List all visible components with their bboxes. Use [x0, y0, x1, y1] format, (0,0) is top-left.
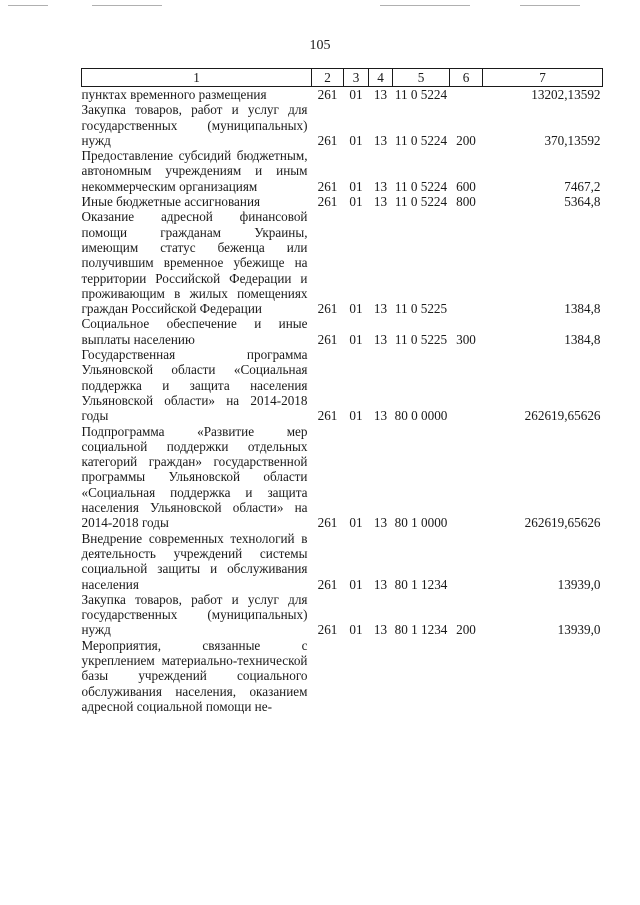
- row-expense-type: [450, 424, 483, 531]
- header-col-3: 3: [344, 69, 369, 87]
- header-col-6: 6: [450, 69, 483, 87]
- header-col-1: 1: [82, 69, 312, 87]
- table-row: [82, 531, 603, 592]
- row-amount: 13202,13592: [531, 87, 601, 102]
- row-amount: 262619,65626: [524, 408, 601, 424]
- row-section: 01: [349, 331, 363, 347]
- row-ministry: 261: [317, 576, 338, 592]
- row-name: Внедрение современных технологий в деятельность учреждений системы социальной защиты и обслуживания населения: [81, 530, 308, 592]
- row-target-article: 80 0 0000: [394, 408, 448, 424]
- header-col-5: 5: [393, 69, 450, 87]
- row-amount: 13939,0: [557, 622, 601, 638]
- table-row: [82, 194, 603, 209]
- row-ministry: 261: [317, 515, 338, 531]
- row-amount: 7467,2: [564, 178, 601, 194]
- row-section: 01: [349, 194, 363, 210]
- row-name: пунктах временного размещения: [81, 87, 267, 102]
- row-expense-type: 200: [456, 132, 476, 148]
- row-subsection: 13: [373, 408, 388, 424]
- row-section: 01: [349, 622, 363, 638]
- table-header: [82, 69, 603, 87]
- row-expense-type: 200: [456, 622, 476, 638]
- row-subsection: 13: [373, 576, 388, 592]
- row-expense-type: [450, 638, 483, 714]
- header-row: [82, 69, 603, 87]
- row-amount: [483, 638, 603, 714]
- row-subsection: 13: [373, 178, 388, 194]
- scan-artifact: [520, 5, 580, 6]
- row-ministry: 261: [317, 331, 338, 347]
- row-target-article: 11 0 5225: [394, 331, 448, 347]
- row-name: Закупка товаров, работ и услуг для государственных (муниципальных) нужд: [81, 102, 308, 148]
- row-section: 01: [349, 576, 363, 592]
- row-expense-type: 300: [456, 331, 476, 347]
- row-amount: 370,13592: [544, 132, 601, 148]
- table-row: [82, 424, 603, 531]
- row-name: Оказание адресной финансовой помощи гражданам Украины, имеющим статус беженца или получившим временное убежище на территории Российской Федерации и проживающим в жилых помещениях граждан Российской Федерации: [81, 209, 308, 317]
- table-row: [82, 592, 603, 638]
- scan-artifact: [92, 5, 162, 6]
- row-ministry: 261: [317, 301, 338, 317]
- row-subsection: 13: [373, 194, 388, 210]
- page-number: 105: [309, 38, 331, 53]
- table-row: [82, 316, 603, 347]
- row-amount: 262619,65626: [524, 515, 601, 531]
- row-name: Социальное обеспечение и иные выплаты населению: [81, 316, 308, 347]
- row-section: 01: [349, 515, 363, 531]
- row-ministry: 261: [317, 87, 338, 102]
- row-section: [344, 638, 369, 714]
- row-subsection: 13: [373, 331, 388, 347]
- row-amount: 1384,8: [564, 301, 601, 317]
- row-expense-type: [450, 531, 483, 592]
- table-row: [82, 102, 603, 148]
- table-row: [82, 87, 603, 103]
- row-subsection: 13: [373, 87, 388, 102]
- header-col-7: 7: [483, 69, 603, 87]
- row-ministry: 261: [317, 132, 338, 148]
- row-name: Закупка товаров, работ и услуг для государственных (муниципальных) нужд: [81, 591, 308, 638]
- row-section: 01: [349, 132, 363, 148]
- row-subsection: [369, 638, 393, 714]
- row-name: Мероприятия, связанные с укреплением материально-технической базы учреждений социального обслуживания населения, оказанием адресной социальной помощи не-: [81, 637, 308, 714]
- row-amount: 13939,0: [557, 576, 601, 592]
- row-name: Государственная программа Ульяновской области «Социальная поддержка и защита населения Ульяновской области» на 2014-2018 годы: [81, 347, 308, 424]
- row-target-article: 80 1 0000: [394, 515, 448, 531]
- scan-artifact: [380, 5, 470, 6]
- table-row: [82, 347, 603, 423]
- row-name: Иные бюджетные ассигнования: [81, 194, 261, 210]
- scan-artifact: [8, 5, 48, 6]
- table-row: [82, 148, 603, 194]
- row-target-article: 11 0 5224: [394, 194, 448, 210]
- row-ministry: [312, 638, 344, 714]
- row-amount: 5364,8: [564, 194, 601, 210]
- row-ministry: 261: [317, 408, 338, 424]
- row-expense-type: [450, 209, 483, 316]
- row-subsection: 13: [373, 622, 388, 638]
- row-ministry: 261: [317, 622, 338, 638]
- row-section: 01: [349, 301, 363, 317]
- table-row: [82, 209, 603, 316]
- row-target-article: 11 0 5224: [394, 87, 448, 102]
- row-target-article: [393, 638, 450, 714]
- budget-table: [81, 68, 603, 714]
- row-subsection: 13: [373, 132, 388, 148]
- row-subsection: 13: [373, 515, 388, 531]
- row-name: Подпрограмма «Развитие мер социальной поддержки отдельных категорий граждан» государственной программы Ульяновской области «Социальная поддержка и защита населения Ульяновской области» на 2014-2018 годы: [81, 423, 308, 531]
- row-expense-type: [450, 347, 483, 423]
- row-section: 01: [349, 87, 363, 102]
- header-col-2: 2: [312, 69, 344, 87]
- row-expense-type: 800: [456, 194, 476, 210]
- row-target-article: 80 1 1234: [394, 576, 448, 592]
- row-ministry: 261: [317, 194, 338, 210]
- table-row: [82, 638, 603, 714]
- row-subsection: 13: [373, 301, 388, 317]
- row-section: 01: [349, 178, 363, 194]
- header-col-4: 4: [369, 69, 393, 87]
- row-expense-type: 600: [456, 178, 476, 194]
- row-name: Предоставление субсидий бюджетным, автономным учреждениям и иным некоммерческим организациям: [81, 148, 308, 194]
- row-target-article: 11 0 5224: [394, 132, 448, 148]
- row-target-article: 11 0 5224: [394, 178, 448, 194]
- row-target-article: 11 0 5225: [394, 301, 448, 317]
- row-target-article: 80 1 1234: [394, 622, 448, 638]
- row-section: 01: [349, 408, 363, 424]
- row-expense-type: [450, 87, 483, 103]
- table-body: [82, 87, 603, 715]
- row-amount: 1384,8: [564, 331, 601, 347]
- row-ministry: 261: [317, 178, 338, 194]
